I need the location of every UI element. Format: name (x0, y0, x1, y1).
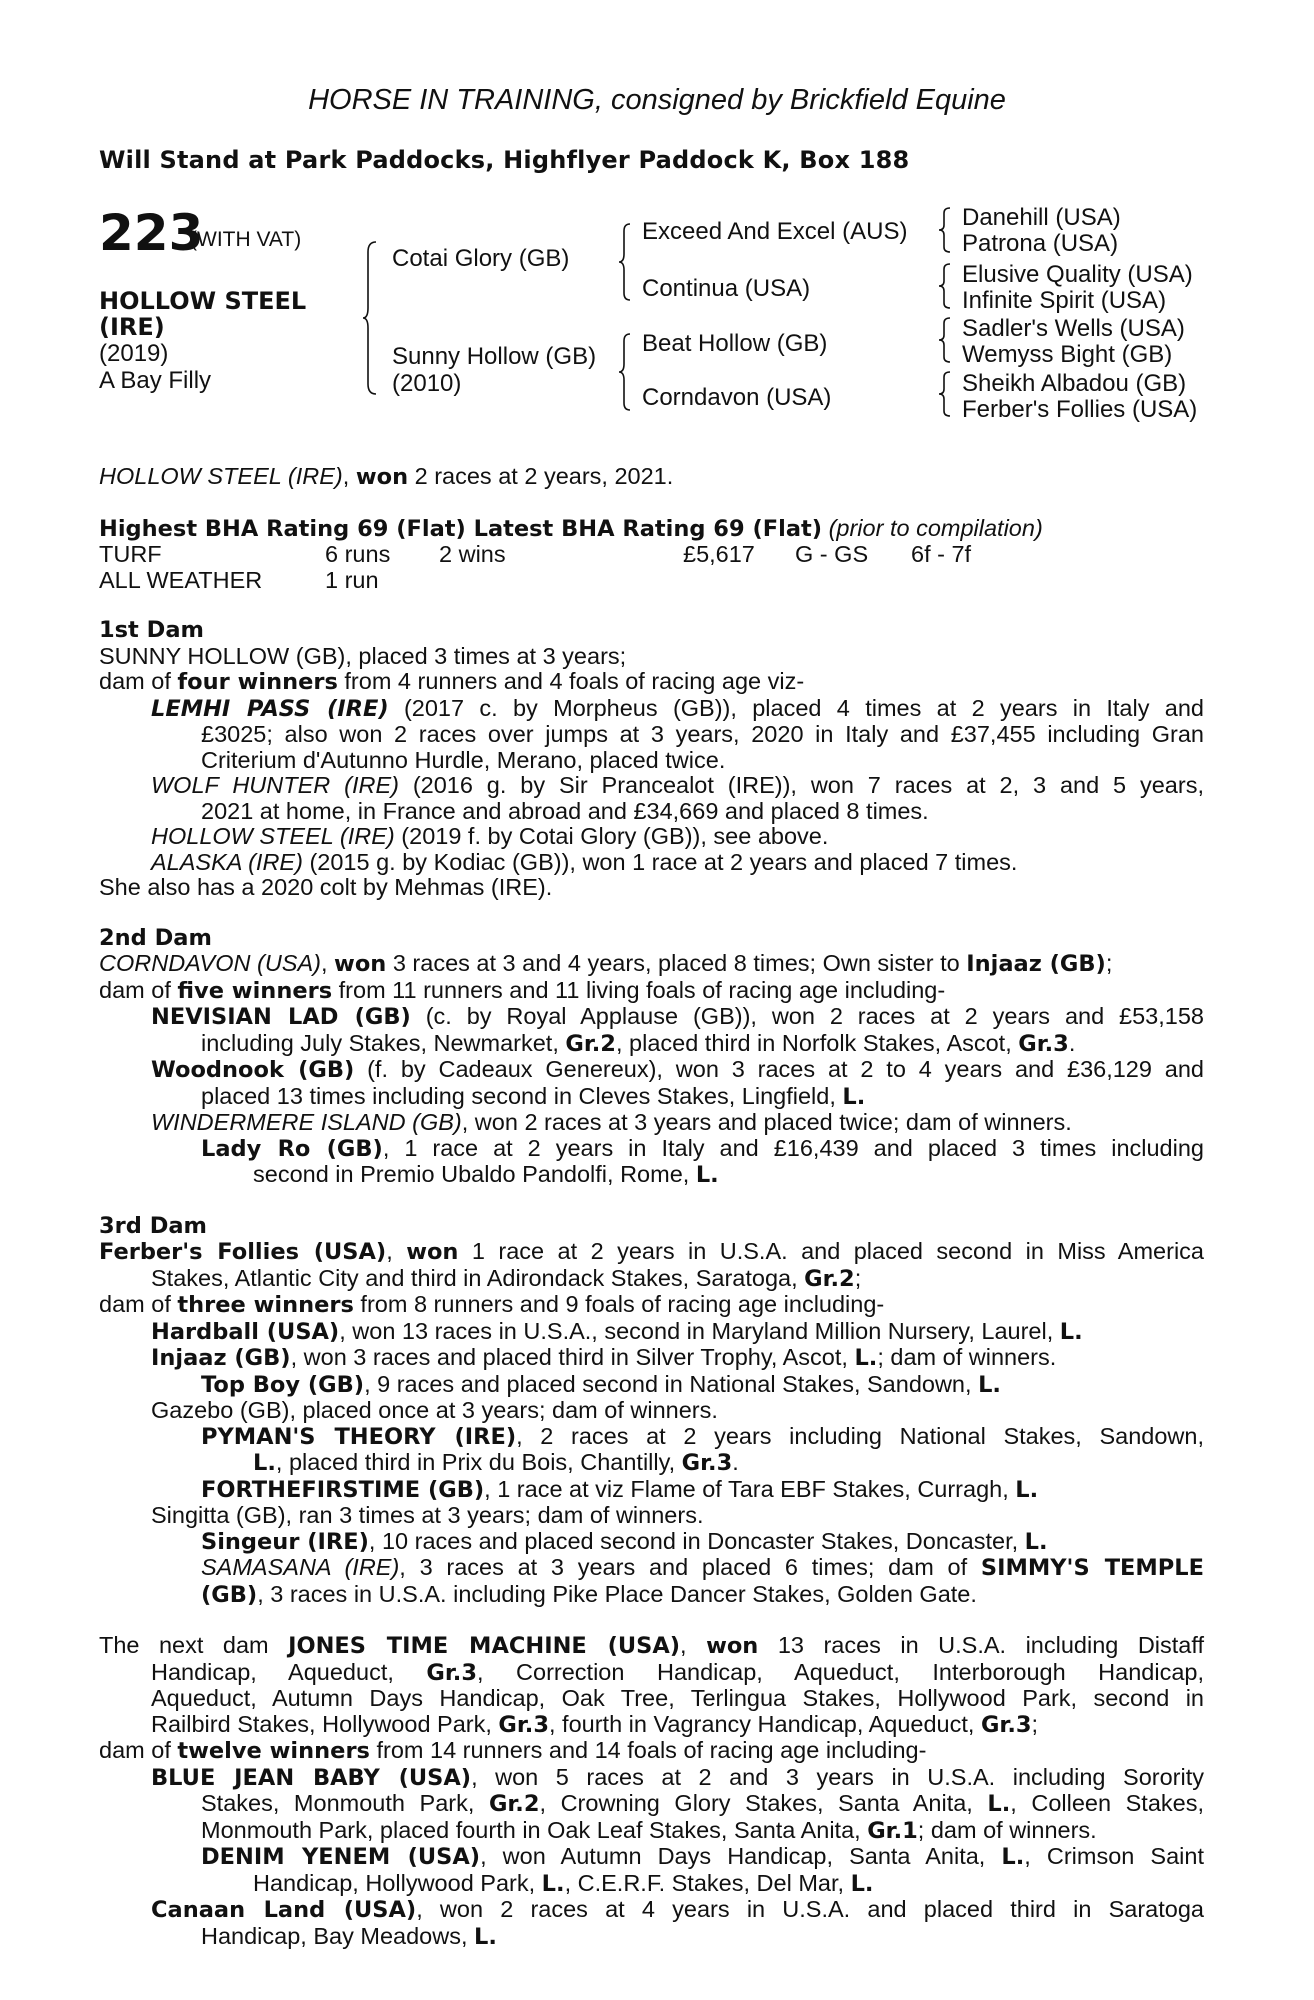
list-item-cont: including July Stakes, Newmarket, Gr.2, placed third in Norfolk Stakes, Ascot, Gr.3. (201, 1029, 1076, 1057)
pedigree-g5: Sadler's Wells (USA) (962, 315, 1185, 342)
list-item: Lady Ro (GB), 1 race at 2 years in Italy and £16,439 and placed 3 times including (201, 1134, 1204, 1162)
ratings-line: Highest BHA Rating 69 (Flat) Latest BHA Rating 69 (Flat) (prior to compilation) (99, 514, 1043, 542)
pedigree-dam-year: (2010) (392, 370, 462, 397)
catalogue-body (99, 464, 1204, 1950)
next-dam-cont: Aqueduct, Autumn Days Handicap, Oak Tree, Terlingua Stakes, Hollywood Park, second in (151, 1685, 1204, 1711)
third-dam-heading: 3rd Dam (99, 1212, 207, 1239)
next-dam-line: The next dam JONES TIME MACHINE (USA), won 13 races in U.S.A. including Distaff (99, 1632, 1204, 1659)
pedigree-g3: Elusive Quality (USA) (962, 261, 1193, 288)
list-item: Singeur (IRE), 10 races and placed second in Doncaster Stakes, Doncaster, L. (201, 1527, 1048, 1555)
list-item: Top Boy (GB), 9 races and placed second in National Stakes, Sandown, L. (201, 1370, 1001, 1398)
list-item-cont: Handicap, Hollywood Park, L., C.E.R.F. Stakes, Del Mar, L. (253, 1869, 874, 1897)
lot-number: 223 (99, 204, 204, 262)
third-dam-line: Ferber's Follies (USA), won 1 race at 2 years in U.S.A. and placed second in Miss America (99, 1238, 1204, 1265)
list-item: ALASKA (IRE) (2015 g. by Kodiac (GB)), won 1 race at 2 years and placed 7 times. (151, 848, 1018, 875)
pedigree-g4: Infinite Spirit (USA) (962, 287, 1167, 314)
second-dam-heading: 2nd Dam (99, 924, 212, 951)
third-dam-produce: dam of three winners from 8 runners and 9 foals of racing age including- (99, 1291, 885, 1318)
horse-name (99, 288, 306, 340)
pedigree-dam-sire: Beat Hollow (GB) (642, 330, 828, 357)
pedigree-brace-g1 (938, 206, 952, 254)
list-item-cont: Criterium d'Autunno Hurdle, Merano, placed twice. (201, 746, 726, 773)
list-item-cont: Monmouth Park, placed fourth in Oak Leaf Stakes, Santa Anita, Gr.1; dam of winners. (201, 1816, 1097, 1844)
list-item: Woodnook (GB) (f. by Cadeaux Genereux), won 3 races at 2 to 4 years and £36,129 and (151, 1056, 1204, 1083)
pedigree-brace-g4 (938, 370, 952, 418)
horse-description: A Bay Filly (99, 367, 212, 394)
horse-name-line1: HOLLOW STEEL (99, 287, 307, 315)
list-item-cont: 2021 at home, in France and abroad and £34,669 and placed 8 times. (201, 797, 929, 824)
pedigree-g1: Danehill (USA) (962, 204, 1121, 231)
pedigree-g2: Patrona (USA) (962, 230, 1119, 257)
list-item: Injaaz (GB), won 3 races and placed third in Silver Trophy, Ascot, L.; dam of winners. (151, 1344, 1057, 1371)
list-item-cont: second in Premio Ubaldo Pandolfi, Rome, L. (253, 1161, 719, 1188)
summary-line: HOLLOW STEEL (IRE), won 2 races at 2 years, 2021. (99, 463, 674, 490)
pedigree-dam-dam: Corndavon (USA) (642, 384, 832, 411)
list-item: Canaan Land (USA), won 2 races at 4 years in U.S.A. and placed third in Saratoga (151, 1896, 1204, 1923)
list-item: PYMAN'S THEORY (IRE), 2 races at 2 years including National Stakes, Sandown, (201, 1422, 1204, 1450)
pedigree-sire-sire: Exceed And Excel (AUS) (642, 218, 908, 245)
pedigree-sire: Cotai Glory (GB) (392, 245, 570, 272)
first-dam-note: She also has a 2020 colt by Mehmas (IRE). (99, 874, 553, 900)
pedigree-sire-dam: Continua (USA) (642, 275, 811, 302)
pedigree-dam: Sunny Hollow (GB) (392, 343, 597, 370)
list-item: FORTHEFIRSTIME (GB), 1 race at viz Flame of Tara EBF Stakes, Curragh, L. (201, 1475, 1039, 1503)
first-dam-line: SUNNY HOLLOW (GB), placed 3 times at 3 years; (99, 642, 627, 669)
list-item: SAMASANA (IRE), 3 races at 3 years and placed 6 times; dam of SIMMY'S TEMPLE (201, 1554, 1204, 1581)
list-item-cont: (GB), 3 races in U.S.A. including Pike Place Dancer Stakes, Golden Gate. (201, 1580, 977, 1608)
list-item: WOLF HUNTER (IRE) (2016 g. by Sir Prancealot (IRE)), won 7 races at 2, 3 and 5 years, (151, 772, 1204, 798)
stand-location: Will Stand at Park Paddocks, Highflyer Paddock K, Box 188 (99, 146, 910, 174)
horse-year: (2019) (99, 340, 169, 367)
pedigree-brace-dam (618, 332, 632, 412)
pedigree-brace-g2 (938, 262, 952, 310)
list-item: Hardball (USA), won 13 races in U.S.A., second in Maryland Million Nursery, Laurel, L. (151, 1317, 1083, 1345)
next-dam-cont: Railbird Stakes, Hollywood Park, Gr.3, fourth in Vagrancy Handicap, Aqueduct, Gr.3; (151, 1710, 1039, 1738)
list-item-cont: placed 13 times including second in Cleves Stakes, Lingfield, L. (201, 1082, 866, 1110)
pedigree-g8: Ferber's Follies (USA) (962, 396, 1198, 423)
list-item-cont: Stakes, Monmouth Park, Gr.2, Crowning Glory Stakes, Santa Anita, L., Colleen Stakes, (201, 1790, 1204, 1817)
all-weather-record: ALL WEATHER 1 run (99, 566, 379, 593)
second-dam-produce: dam of five winners from 11 runners and 11 living foals of racing age including- (99, 976, 946, 1004)
second-dam-line: CORNDAVON (USA), won 3 races at 3 and 4 years, placed 8 times; Own sister to Injaaz (GB); (99, 950, 1113, 977)
list-item: DENIM YENEM (USA), won Autumn Days Handicap, Santa Anita, L., Crimson Saint (201, 1843, 1204, 1870)
list-item: BLUE JEAN BABY (USA), won 5 races at 2 and 3 years in U.S.A. including Sorority (151, 1763, 1204, 1791)
pedigree-brace-main (362, 240, 378, 396)
horse-name-line2: (IRE) (99, 313, 165, 341)
pedigree-brace-g3 (938, 316, 952, 364)
pedigree-brace-sire (618, 222, 632, 302)
list-item: WINDERMERE ISLAND (GB), won 2 races at 3 years and placed twice; dam of winners. (151, 1109, 1072, 1135)
list-item: HOLLOW STEEL (IRE) (2019 f. by Cotai Glory (GB)), see above. (151, 823, 829, 849)
vat-label: (WITH VAT) (190, 228, 302, 251)
pedigree-g6: Wemyss Bight (GB) (962, 341, 1173, 368)
list-item: Gazebo (GB), placed once at 3 years; dam of winners. (151, 1397, 718, 1423)
list-item: NEVISIAN LAD (GB) (c. by Royal Applause (GB)), won 2 races at 2 years and £53,158 (151, 1003, 1204, 1030)
first-dam-produce: dam of four winners from 4 runners and 4 foals of racing age viz- (99, 668, 805, 695)
list-item: LEMHI PASS (IRE) (2017 c. by Morpheus (GB)), placed 4 times at 2 years in Italy and (151, 694, 1205, 722)
list-item: Singitta (GB), ran 3 times at 3 years; dam of winners. (151, 1502, 704, 1528)
list-item-cont: £3025; also won 2 races over jumps at 3 years, 2020 in Italy and £37,455 including Gran (201, 721, 1204, 747)
pedigree-g7: Sheikh Albadou (GB) (962, 370, 1187, 397)
list-item-cont: L., placed third in Prix du Bois, Chantilly, Gr.3. (253, 1449, 739, 1476)
first-dam-heading: 1st Dam (99, 617, 204, 643)
next-dam-cont: Handicap, Aqueduct, Gr.3, Correction Handicap, Aqueduct, Interborough Handicap, (151, 1658, 1204, 1686)
turf-record: TURF 6 runs 2 wins £5,617 G - GS 6f - 7f (99, 541, 972, 567)
next-dam-produce: dam of twelve winners from 14 runners and 14 foals of racing age including- (99, 1737, 927, 1764)
page-title: HORSE IN TRAINING, consigned by Brickfield Equine (308, 84, 1006, 116)
third-dam-line-cont: Stakes, Atlantic City and third in Adirondack Stakes, Saratoga, Gr.2; (151, 1264, 862, 1292)
list-item-cont: Handicap, Bay Meadows, L. (201, 1922, 497, 1950)
